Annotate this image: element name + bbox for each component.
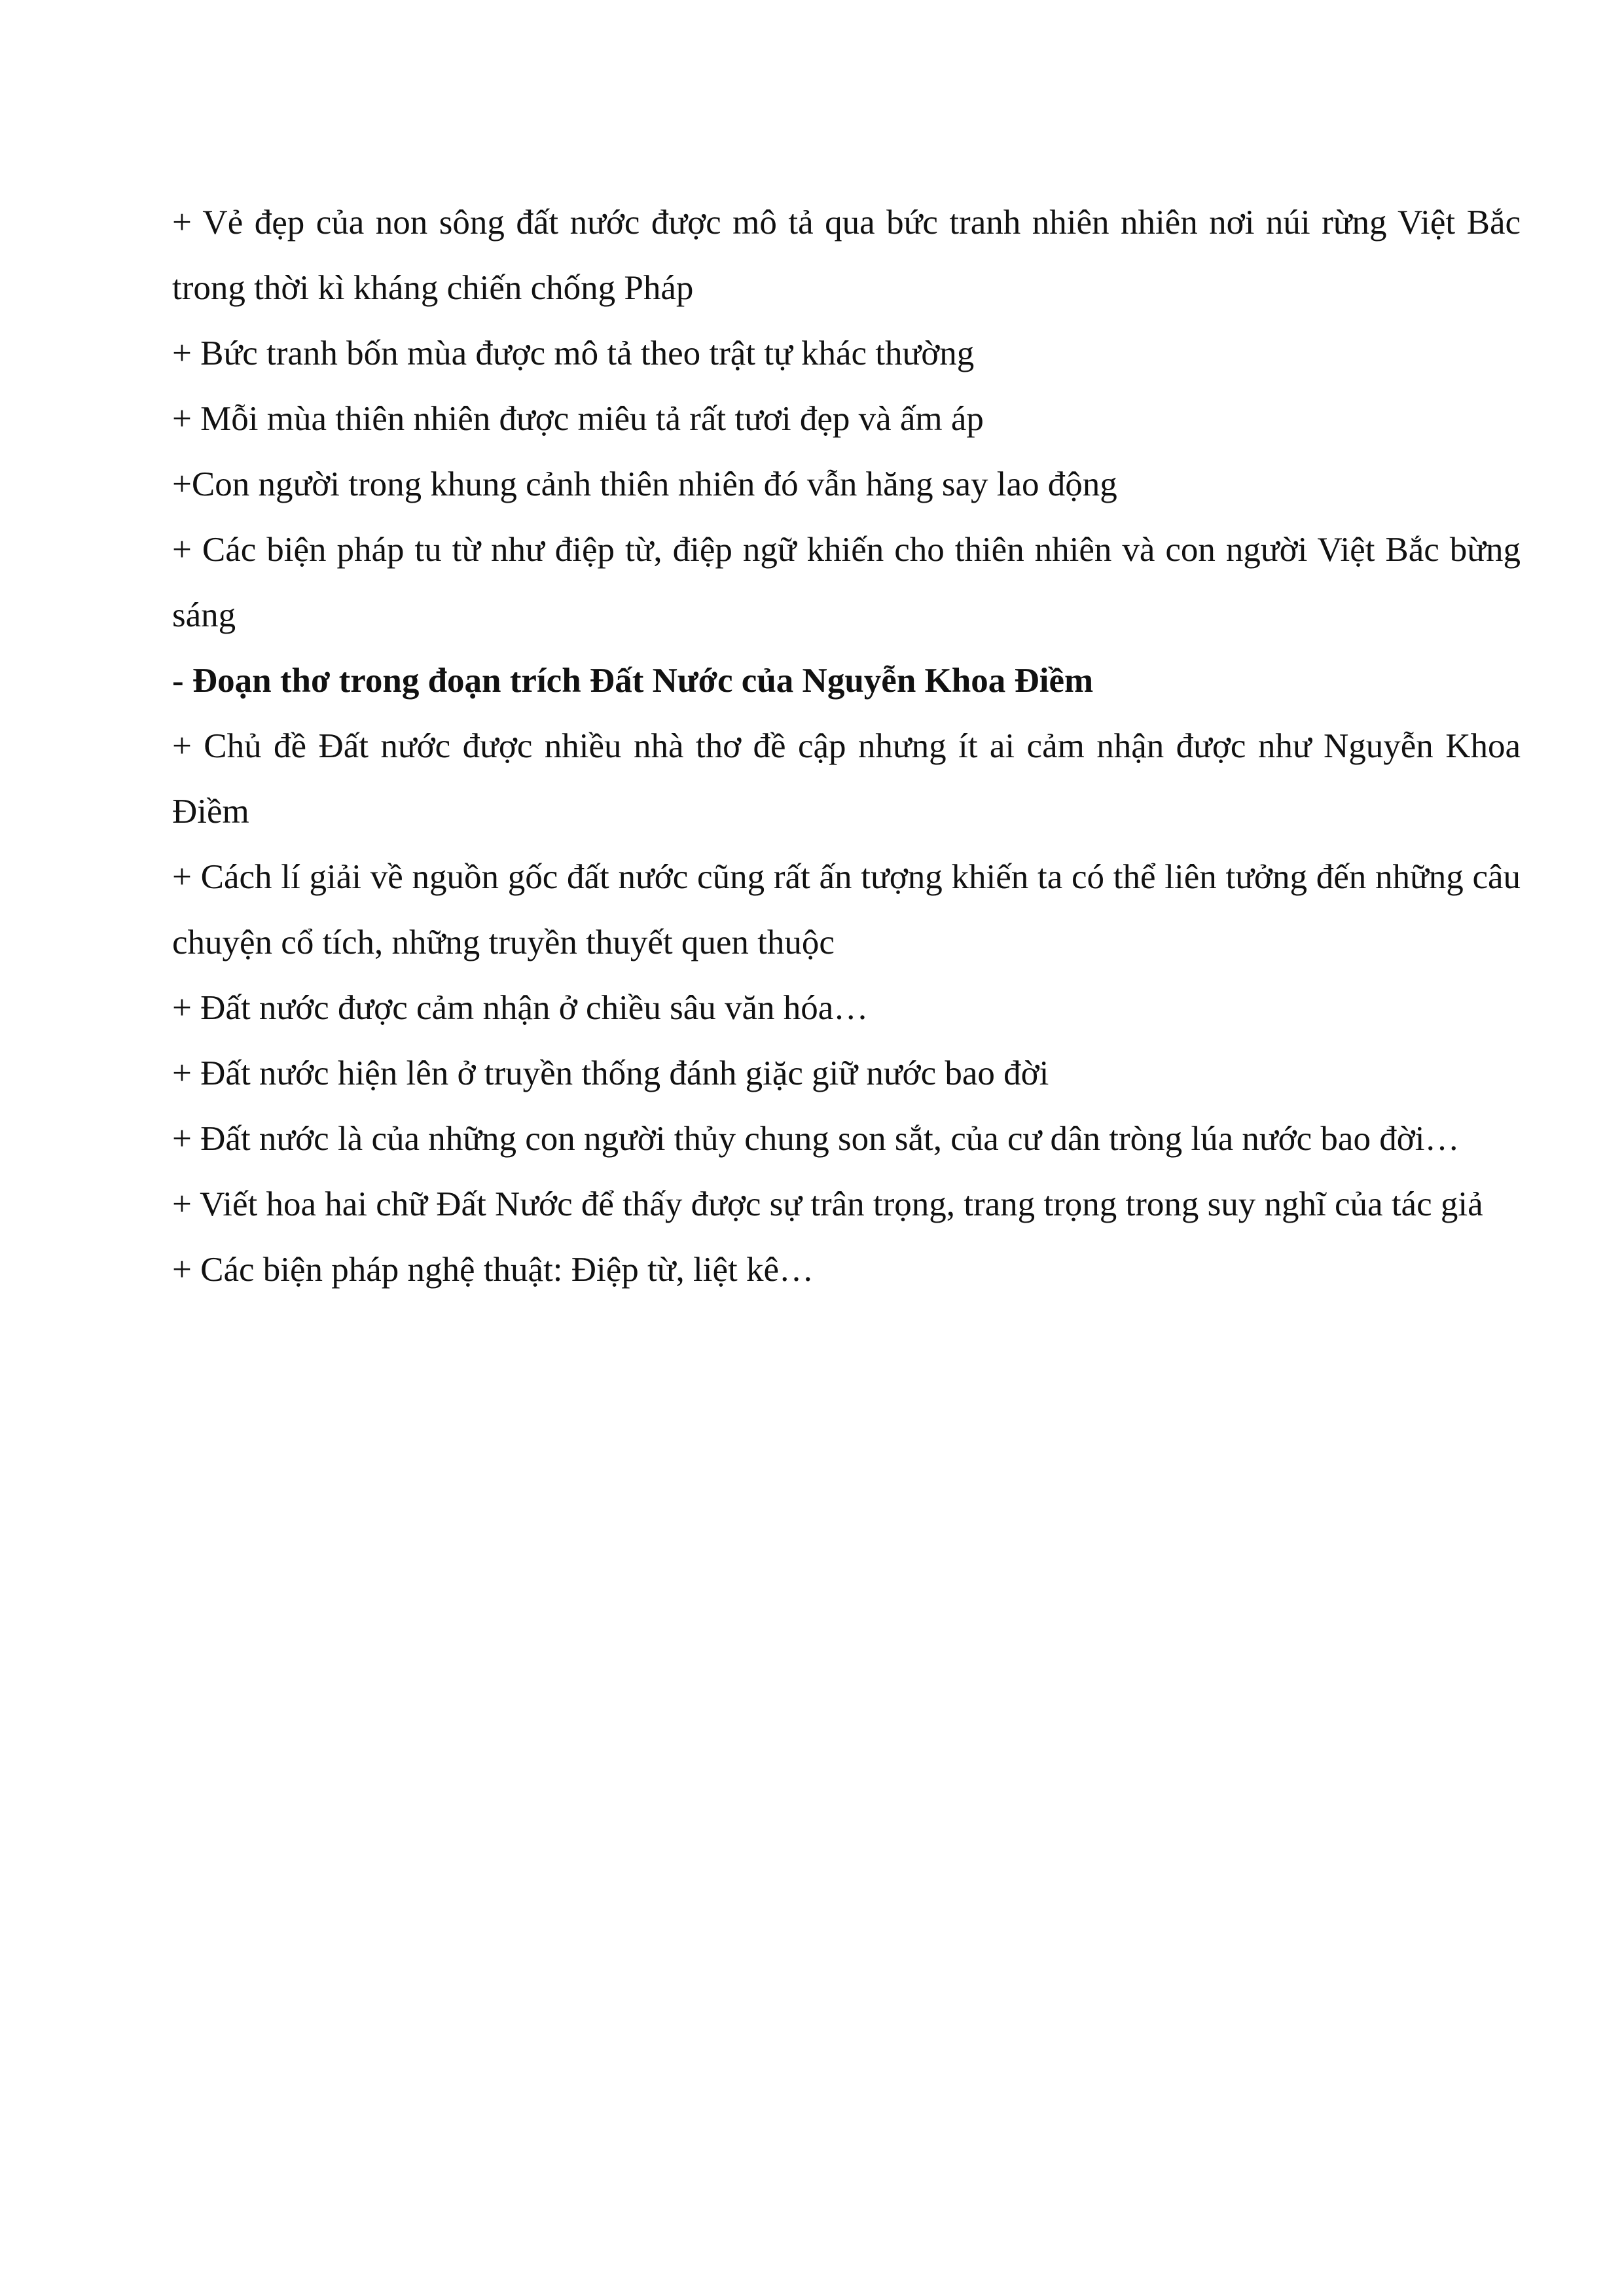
bullet-paragraph: + Đất nước là của những con người thủy chung son sắt, của cư dân tròng lúa nước bao đời… bbox=[172, 1120, 1460, 1158]
bullet-paragraph: + Đất nước hiện lên ở truyền thống đánh giặc giữ nước bao đời bbox=[172, 1054, 1049, 1092]
bullet-paragraph: + Mỗi mùa thiên nhiên được miêu tả rất tươi đẹp và ấm áp bbox=[172, 400, 984, 438]
bullet-paragraph: + Bức tranh bốn mùa được mô tả theo trật tự khác thường bbox=[172, 334, 975, 372]
bullet-paragraph: + Các biện pháp tu từ như điệp từ, điệp ngữ khiến cho thiên nhiên và con người Việt Bắc bừng sáng bbox=[172, 531, 1521, 634]
bullet-paragraph: + Viết hoa hai chữ Đất Nước để thấy được sự trân trọng, trang trọng trong suy nghĩ của tác giả bbox=[172, 1185, 1483, 1223]
bullet-paragraph: + Chủ đề Đất nước được nhiều nhà thơ đề cập nhưng ít ai cảm nhận được như Nguyễn Khoa Điềm bbox=[172, 727, 1521, 831]
section-heading: - Đoạn thơ trong đoạn trích Đất Nước của Nguyễn Khoa Điềm bbox=[172, 662, 1094, 700]
bullet-paragraph: + Các biện pháp nghệ thuật: Điệp từ, liệt kê… bbox=[172, 1251, 814, 1289]
bullet-paragraph: + Vẻ đẹp của non sông đất nước được mô tả qua bức tranh nhiên nhiên nơi núi rừng Việt Bắc trong thời kì kháng chiến chống Pháp bbox=[172, 204, 1521, 307]
document-body bbox=[172, 190, 1521, 1302]
bullet-paragraph: + Cách lí giải về nguồn gốc đất nước cũng rất ấn tượng khiến ta có thể liên tưởng đến những câu chuyện cổ tích, những truyền thuyết quen thuộc bbox=[172, 858, 1521, 961]
bullet-paragraph: +Con người trong khung cảnh thiên nhiên đó vẫn hăng say lao động bbox=[172, 465, 1117, 503]
bullet-paragraph: + Đất nước được cảm nhận ở chiều sâu văn hóa… bbox=[172, 989, 869, 1027]
